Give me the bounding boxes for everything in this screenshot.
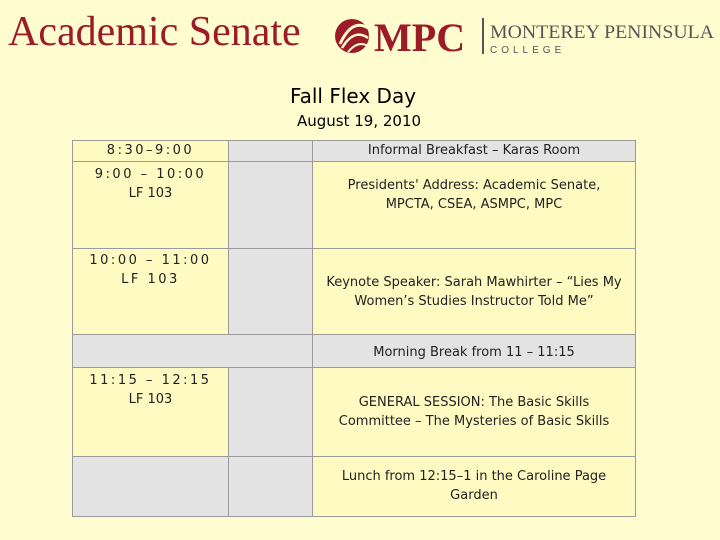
row4-activity: Morning Break from 11 – 11:15 <box>312 334 636 368</box>
row6-activity: Lunch from 12:15–1 in the Caroline Page Garden <box>312 456 636 517</box>
row6-blank-a <box>72 456 229 517</box>
row5-location: LF 103 <box>128 392 173 407</box>
row2-location: LF 103 <box>128 186 173 201</box>
row5-blank <box>228 367 313 457</box>
row3-time: 10:00 – 11:00 <box>89 253 212 268</box>
logo-abbr: MPC <box>374 15 466 58</box>
academic-senate-title: Academic Senate <box>8 9 301 55</box>
row3-activity: Keynote Speaker: Sarah Mawhirter – “Lies My Women’s Studies Instructor Told Me” <box>312 248 636 335</box>
event-date: August 19, 2010 <box>296 112 422 130</box>
row3-time-cell <box>72 248 229 335</box>
row3-blank <box>228 248 313 335</box>
row5-activity: GENERAL SESSION: The Basic Skills Committee – The Mysteries of Basic Skills <box>312 367 636 457</box>
row2-time: 9:00 – 10:00 <box>94 167 207 182</box>
row3-location: LF 103 <box>121 272 180 287</box>
event-title: Fall Flex Day <box>289 84 417 108</box>
mpc-emblem-icon <box>335 19 369 53</box>
row1-activity: Informal Breakfast – Karas Room <box>312 140 636 162</box>
mpc-logo <box>334 14 716 58</box>
row5-time-cell <box>72 367 229 457</box>
row2-activity: Presidents' Address: Academic Senate, MPCTA, CSEA, ASMPC, MPC <box>312 161 636 249</box>
row2-time-cell <box>72 161 229 249</box>
row2-blank <box>228 161 313 249</box>
row6-blank-b <box>228 456 313 517</box>
row5-time: 11:15 – 12:15 <box>89 373 212 388</box>
row1-location <box>228 140 313 162</box>
logo-name-line2: COLLEGE <box>490 45 566 56</box>
row1-time: 8:30–9:00 <box>72 140 229 162</box>
logo-name-line1: MONTEREY PENINSULA <box>490 22 715 43</box>
row4-blank <box>72 334 313 368</box>
